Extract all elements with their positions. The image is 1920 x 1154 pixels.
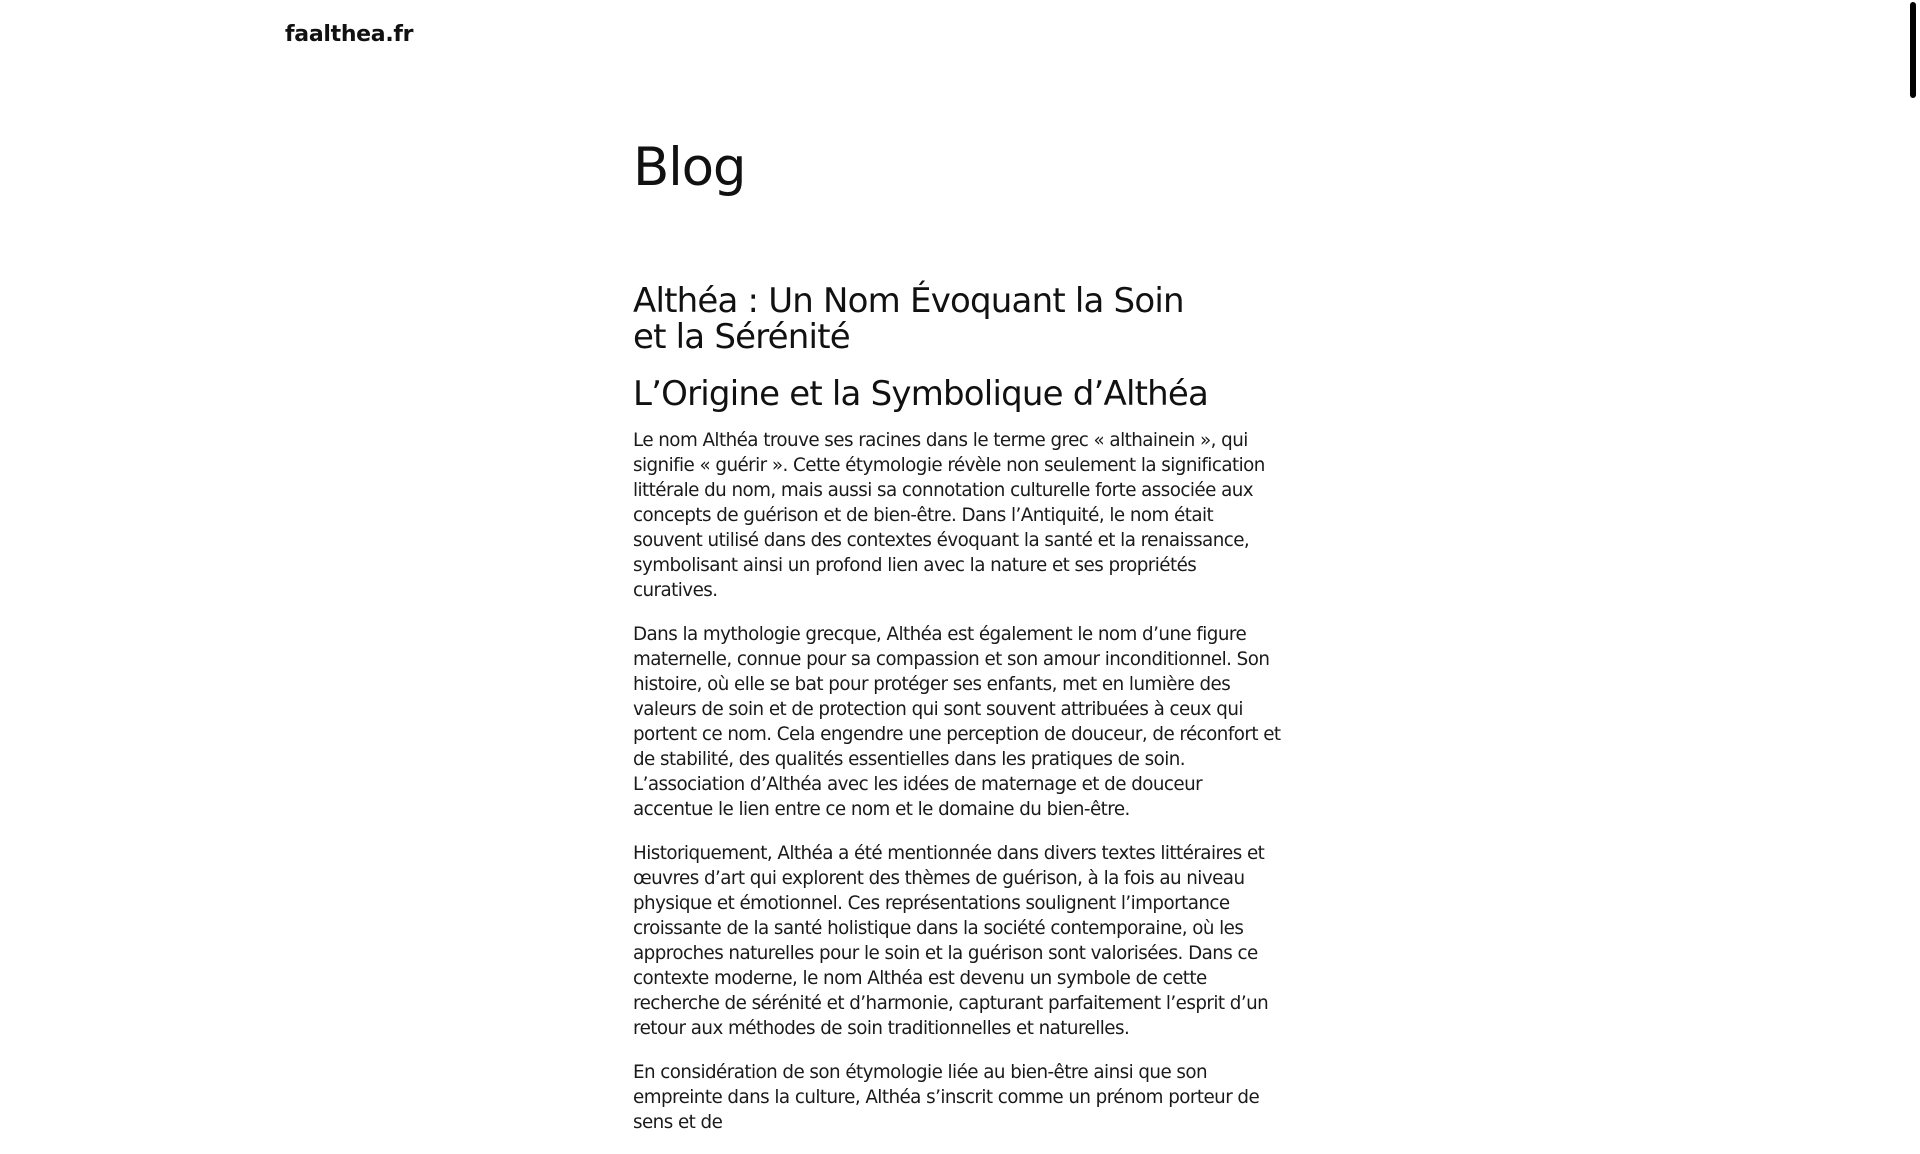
page-title: Blog xyxy=(633,137,746,198)
post-title: Althéa : Un Nom Évoquant la Soin et la Sérénité xyxy=(633,281,1184,357)
paragraph: En considération de son étymologie liée au bien-être ainsi que son empreinte dans la culture, Althéa s’inscrit comme un prénom porteur de sens et de xyxy=(633,1062,1260,1133)
section-title: L’Origine et la Symbolique d’Althéa xyxy=(633,374,1209,414)
scrollbar-thumb[interactable] xyxy=(1910,2,1916,98)
paragraph: Dans la mythologie grecque, Althéa est également le nom d’une figure maternelle, connue pour sa compassion et son amour inconditionnel. Son histoire, où elle se bat pour protéger ses enfants, met en lumière des valeurs de soin et de protection qui sont souvent attribuées à ceux qui portent ce nom. Cela engendre une perception de douceur, de réconfort et de stabilité, des qualités essentielles dans les pratiques de soin. L’association d’Althéa avec les idées de maternage et de douceur accentue le lien entre ce nom et le domaine du bien-être. xyxy=(633,624,1281,820)
vertical-scrollbar[interactable] xyxy=(1906,0,1920,1080)
paragraph: Historiquement, Althéa a été mentionnée dans divers textes littéraires et œuvres d’art qui explorent des thèmes de guérison, à la fois au niveau physique et émotionnel. Ces représentations soulignent l’importance croissante de la santé holistique dans la société contemporaine, où les approches naturelles pour le soin et la guérison sont valorisées. Dans ce contexte moderne, le nom Althéa est devenu un symbole de cette recherche de sérénité et d’harmonie, capturant parfaitement l’esprit d’un retour aux méthodes de soin traditionnelles et naturelles. xyxy=(633,843,1269,1039)
main-content xyxy=(633,133,1283,1133)
site-title-link[interactable]: faalthea.fr xyxy=(285,22,414,47)
post-body xyxy=(633,428,1283,1154)
paragraph: Le nom Althéa trouve ses racines dans le terme grec « althainein », qui signifie « guérir ». Cette étymologie révèle non seulement la signification littérale du nom, mais aussi sa connotation culturelle forte associée aux concepts de guérison et de bien-être. Dans l’Antiquité, le nom était souvent utilisé dans des contextes évoquant la santé et la renaissance, symbolisant ainsi un profond lien avec la nature et ses propriétés curatives. xyxy=(633,430,1265,601)
